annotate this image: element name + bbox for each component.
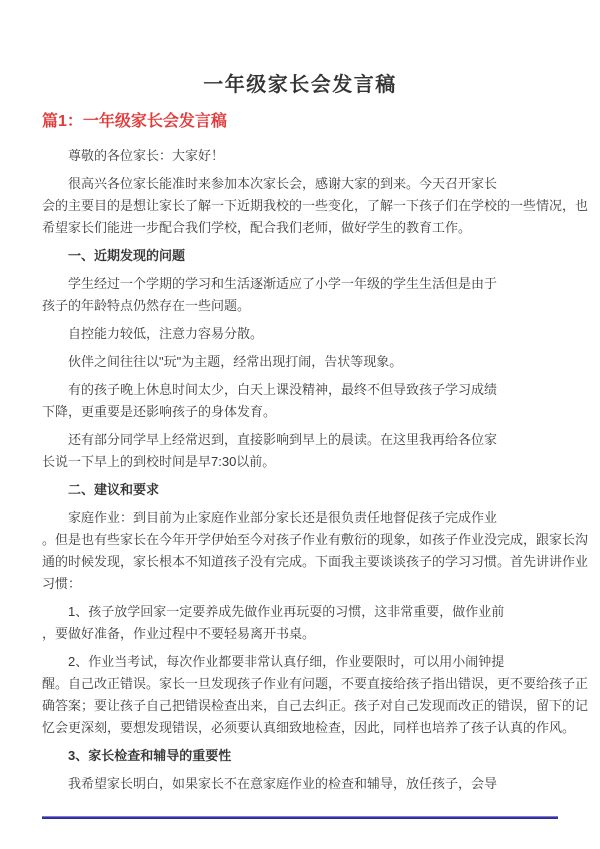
- text-line: 孩子的年龄特点仍然存在一些问题。: [42, 298, 251, 313]
- text-line: 下降，更重要是还影响孩子的身体发育。: [42, 404, 277, 419]
- section-heading: 篇1：一年级家长会发言稿: [42, 113, 227, 130]
- text-line: 3、家长检查和辅导的重要性: [68, 748, 232, 763]
- text-line: 伙伴之间往往以"玩"为主题，经常出现打闹，告状等现象。: [68, 354, 403, 369]
- text-line: 确答案；要让孩子自己把错误检查出来，自己去纠正。孩子对自己发现而改正的错误，留下的记: [42, 698, 589, 713]
- text-line: 很高兴各位家长能准时来参加本次家长会，感谢大家的到来。今天召开家长: [68, 176, 498, 191]
- paragraph: [42, 651, 589, 739]
- text-line: 我希望家长明白，如果家长不在意家庭作业的检查和辅导，放任孩子，会导: [68, 776, 498, 791]
- paragraph: [42, 273, 570, 317]
- paragraph: [42, 351, 570, 373]
- text-line: 忆会更深刻，要想发现错误，必须要认真细致地检查，因此，同样也培养了孩子认真的作风。: [42, 720, 576, 735]
- text-line: 尊敬的各位家长：大家好！: [68, 148, 225, 163]
- text-line: 1、孩子放学回家一定要养成先做作业再玩耍的习惯，这非常重要，做作业前: [68, 604, 505, 619]
- text-line: 学生经过一个学期的学习和生活逐渐适应了小学一年级的学生生活但是由于: [68, 276, 498, 291]
- paragraph: [42, 773, 570, 795]
- text-line: 一、近期发现的问题: [68, 248, 186, 263]
- paragraph: [42, 601, 570, 645]
- page-title: 一年级家长会发言稿: [203, 74, 397, 96]
- text-line: 习惯：: [42, 576, 82, 591]
- paragraph: [42, 145, 570, 167]
- text-line: 家庭作业：到目前为止家庭作业部分家长还是很负责任地督促孩子完成作业: [68, 510, 498, 525]
- text-line: 自控能力较低，注意力容易分散。: [68, 326, 264, 341]
- text-line: 还有部分同学早上经常迟到，直接影响到早上的晨读。在这里我再给各位家: [68, 432, 498, 447]
- text-line: 。但是也有些家长在今年开学伊始至今对孩子作业有敷衍的现象，如孩子作业没完成，跟家长沟: [42, 532, 589, 547]
- text-line: 长说一下早上的到校时间是早7:30以前。: [42, 454, 276, 469]
- paragraph: [42, 379, 570, 423]
- paragraph: [42, 173, 589, 239]
- text-line: ，要做好准备，作业过程中不要轻易离开书桌。: [42, 626, 316, 641]
- text-line: 会的主要目的是想让家长了解一下近期我校的一些变化，了解一下孩子们在学校的一些情况，也: [42, 198, 589, 213]
- paragraph: [42, 429, 570, 473]
- text-line: 二、建议和要求: [68, 482, 160, 497]
- section-subheading: [42, 745, 570, 767]
- document-body: [42, 145, 589, 795]
- text-line: 通的时候发现，家长根本不知道孩子没有完成。下面我主要谈谈孩子的学习习惯。首先讲讲作业: [42, 554, 589, 569]
- text-line: 醒。自己改正错误。家长一旦发现孩子作业有问题，不要直接给孩子指出错误，更不要给孩子正: [42, 676, 589, 691]
- text-line: 有的孩子晚上休息时间太少，白天上课没精神，最终不但导致孩子学习成绩: [68, 382, 498, 397]
- text-line: 希望家长们能进一步配合我们学校，配合我们老师，做好学生的教育工作。: [42, 220, 472, 235]
- text-line: 2、作业当考试，每次作业都要非常认真仔细，作业要限时，可以用小闹钟提: [68, 654, 505, 669]
- paragraph: [42, 507, 589, 595]
- paragraph: [42, 323, 570, 345]
- section-subheading: [42, 479, 570, 501]
- footer-divider-line: [42, 816, 558, 819]
- section-subheading: [42, 245, 570, 267]
